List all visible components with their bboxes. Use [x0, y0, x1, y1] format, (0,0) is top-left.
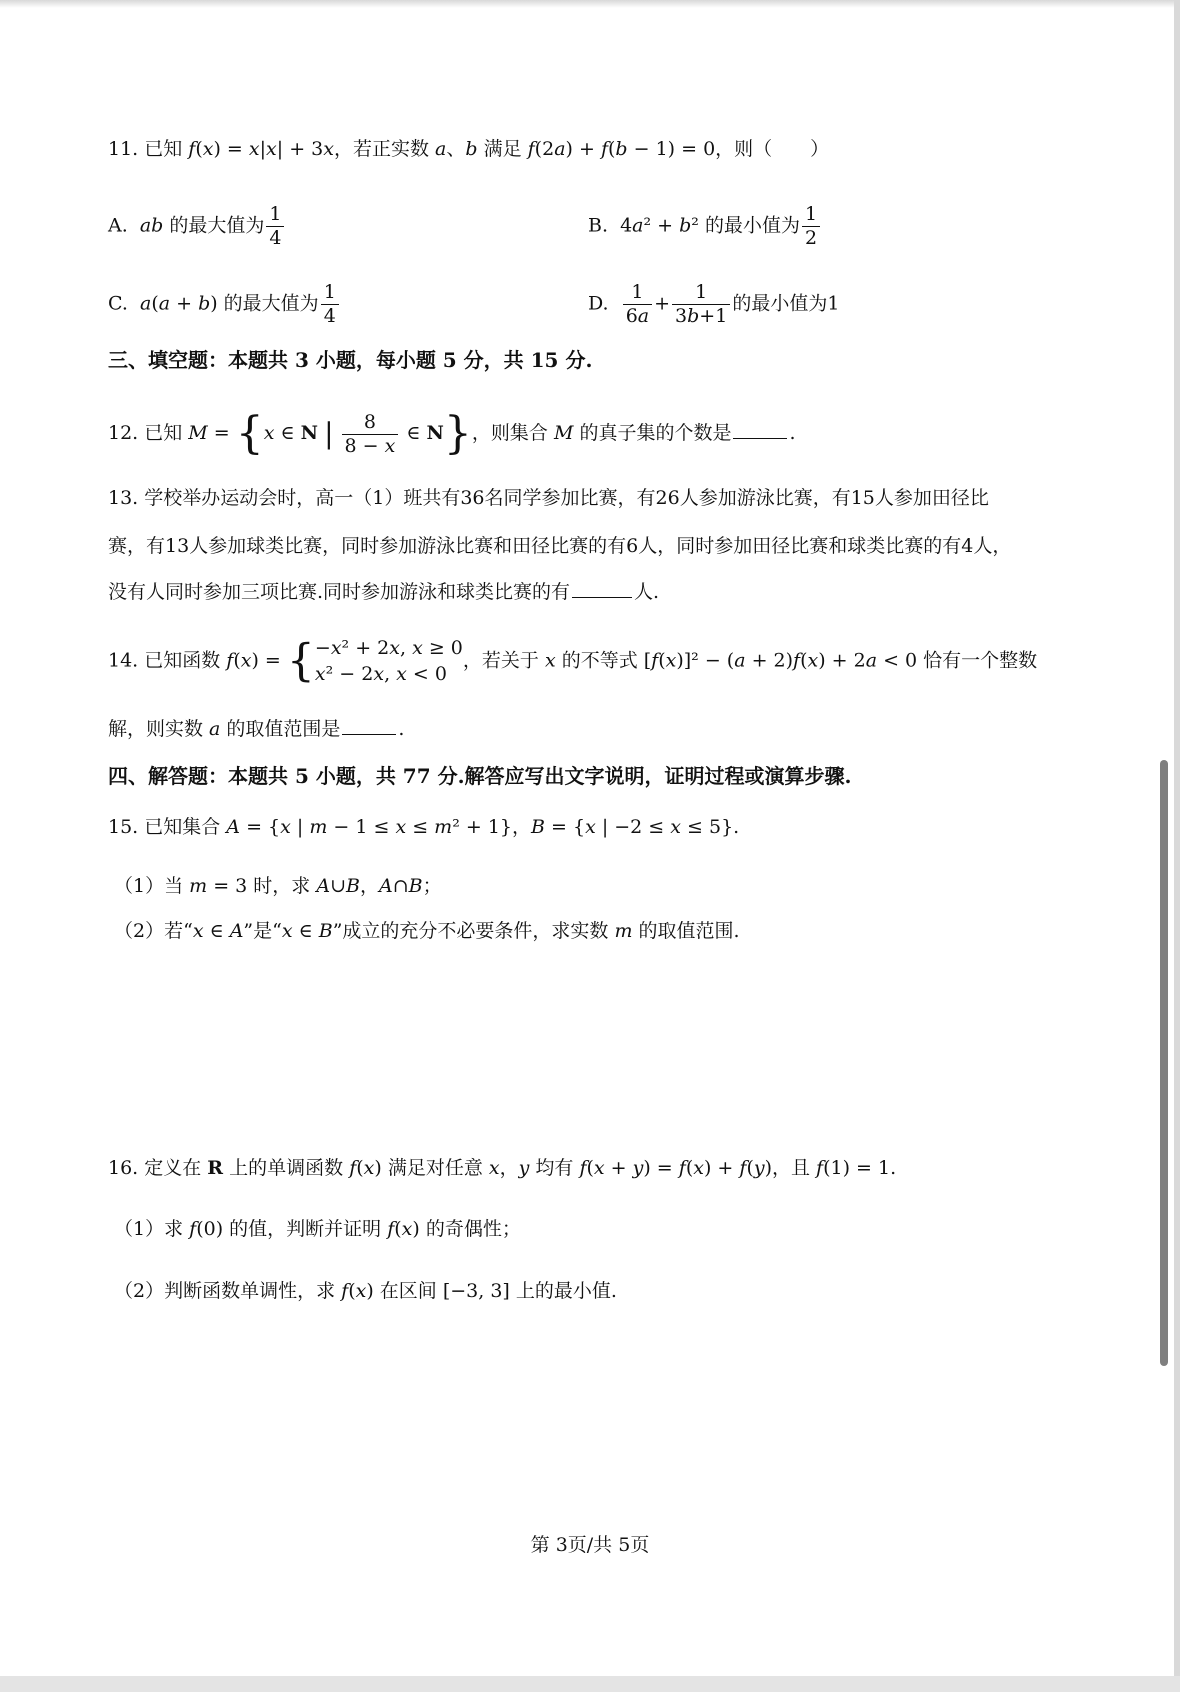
- bottom-edge-shadow: [0, 1676, 1180, 1692]
- question-15-part-2: （2）若“x ∈ A”是“x ∈ B”成立的充分不必要条件，求实数 m 的取值范围.: [114, 920, 740, 942]
- question-16-stem: 16. 定义在 R 上的单调函数 f(x) 满足对任意 x，y 均有 f(x + y) = f(x) + f(y)，且 f(1) = 1.: [108, 1157, 897, 1179]
- question-14-line-1: 14. 已知函数 f(x) = {−x² + 2x, x ≥ 0 x² − 2x, x < 0，若关于 x 的不等式 [f(x)]² − (a + 2)f(x) + 2a < 0 恰有一个整数: [108, 635, 1038, 687]
- question-13-line-2: 赛，有13人参加球类比赛，同时参加游泳比赛和田径比赛的有6人，同时参加田径比赛和球类比赛的有4人，: [108, 535, 1012, 557]
- right-edge-shadow: [1174, 0, 1180, 1692]
- question-11-option-c: C. a(a + b) 的最大值为 $\frac{1}{4}$: [108, 283, 341, 326]
- question-11-option-b: B. 4a² + b² 的最小值为 $\frac{1}{2}$: [588, 205, 822, 248]
- question-12: 12. 已知 M = {x ∈ N | $\frac{8}{8 - x}$ ∈ N}，则集合 M 的真子集的个数是 .: [108, 408, 796, 459]
- question-13-line-1: 13. 学校举办运动会时，高一（1）班共有36名同学参加比赛，有26人参加游泳比赛，有15人参加田径比: [108, 487, 989, 509]
- question-13-line-3: 没有人同时参加三项比赛.同时参加游泳和球类比赛的有 人.: [108, 581, 660, 603]
- question-16-part-1: （1）求 f(0) 的值，判断并证明 f(x) 的奇偶性；: [114, 1218, 521, 1240]
- scrollbar-thumb[interactable]: [1160, 760, 1168, 1366]
- question-11-option-d: D. $\frac{1}{6a}$ + $\frac{1}{3b+1}$ 的最小值为1: [588, 281, 840, 327]
- question-15-stem: 15. 已知集合 A = {x | m − 1 ≤ x ≤ m² + 1}，B = {x | −2 ≤ x ≤ 5}.: [108, 816, 740, 838]
- section-4-heading: 四、解答题：本题共 5 小题，共 77 分.解答应写出文字说明，证明过程或演算步骤.: [108, 764, 852, 788]
- question-15-part-1: （1）当 m = 3 时，求 A∪B，A∩B；: [114, 875, 442, 897]
- question-11-option-a: A. ab 的最大值为 $\frac{1}{4}$: [108, 205, 286, 248]
- question-14-line-2: 解，则实数 a 的取值范围是 .: [108, 718, 405, 740]
- question-16-part-2: （2）判断函数单调性，求 f(x) 在区间 [−3, 3] 上的最小值.: [114, 1280, 617, 1302]
- question-11-stem: 11. 已知 f(x) = x|x| + 3x，若正实数 a、b 满足 f(2a) + f(b − 1) = 0，则（ ）: [108, 138, 830, 160]
- top-edge-shadow: [0, 0, 1180, 8]
- section-3-heading: 三、填空题：本题共 3 小题，每小题 5 分，共 15 分.: [108, 348, 593, 372]
- page-footer: 第 3页/共 5页: [530, 1534, 650, 1556]
